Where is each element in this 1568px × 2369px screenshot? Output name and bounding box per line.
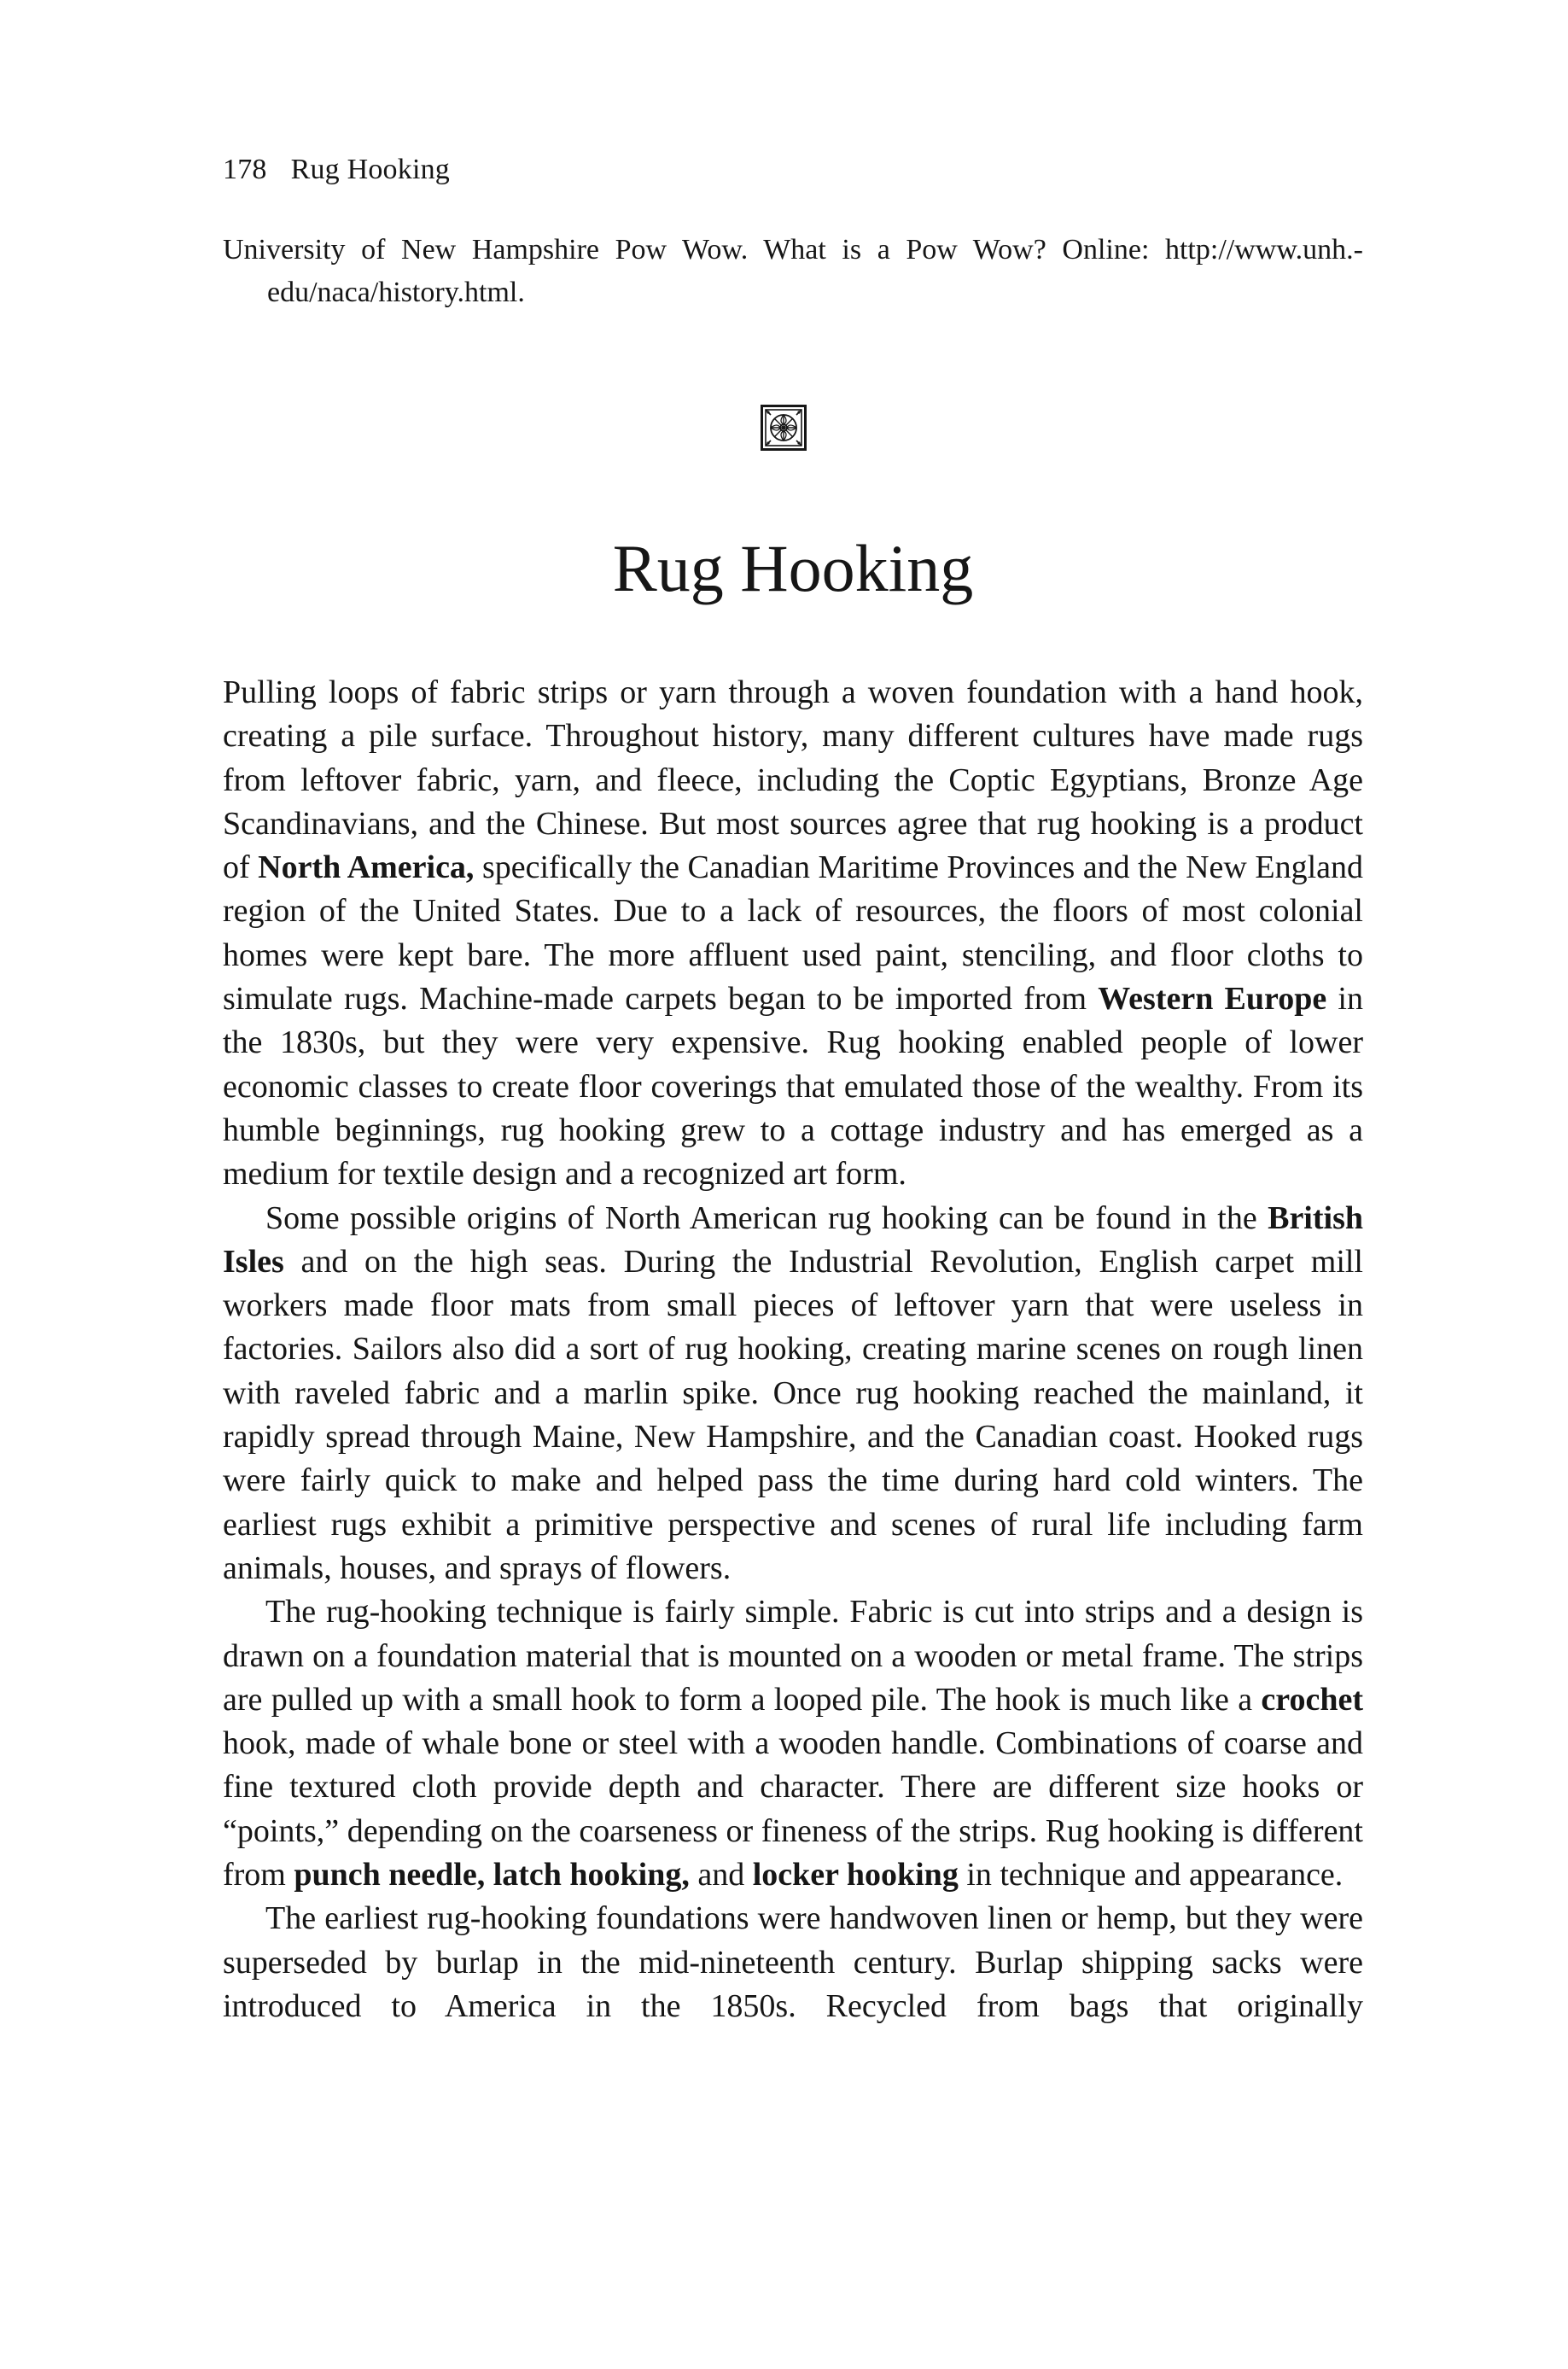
entry-body	[223, 671, 1363, 2028]
body-paragraph: Pulling loops of fabric strips or yarn through a woven foundation with a hand hook, creating a pile surface. Throughout history, many different cultures have made rugs from leftover fabric, yarn, and fleece, including the Coptic Egyptians, Bronze Age Scandinavians, and the Chinese. But most sources agree that rug hooking is a product of North America, specifically the Canadian Maritime Provinces and the New England region of the United States. Due to a lack of resources, the floors of most colonial homes were kept bare. The more affluent used paint, stenciling, and floor cloths to simulate rugs. Machine-made carpets began to be imported from Western Europe in the 1830s, but they were very expensive. Rug hooking enabled people of lower economic classes to create floor coverings that emulated those of the wealthy. From its humble beginnings, rug hooking grew to a cottage industry and has emerged as a medium for textile design and a recognized art form.	[223, 674, 1364, 1193]
cross-reference: North America,	[258, 849, 475, 886]
body-paragraph: Some possible origins of North American rug hooking can be found in the British Isles and on the high seas. During the Industrial Revolution, English carpet mill workers made floor mats from small pieces of leftover yarn that were useless in factories. Sailors also did a sort of rug hooking, creating marine scenes on rough linen with raveled fabric and a marlin spike. Once rug hooking reached the mainland, it rapidly spread through Maine, New Hampshire, and the Canadian coast. Hooked rugs were fairly quick to make and helped pass the time during hard cold winters. The earliest rugs exhibit a primitive perspective and scenes of rural life including farm animals, houses, and sprays of flowers.	[223, 1199, 1363, 1586]
entry-title: Rug Hooking	[612, 531, 974, 605]
body-paragraph: The rug-hooking technique is fairly simple. Fabric is cut into strips and a design is drawn on a foundation material that is mounted on a wooden or metal frame. The strips are pulled up with a small hook to form a looped pile. The hook is much like a crochet hook, made of whale bone or steel with a wooden handle. Combinations of coarse and fine textured cloth provide depth and character. There are different size hooks or “points,” depending on the coarseness or fineness of the strips. Rug hooking is different from punch needle, latch hooking, and locker hooking in technique and appearance.	[223, 1594, 1363, 1893]
reference-entry: University of New Hampshire Pow Wow. What is a Pow Wow? Online: http://www.unh.edu/naca/history.html.	[223, 234, 1363, 308]
cross-reference: crochet	[1261, 1681, 1363, 1718]
cross-reference: punch needle, latch hooking,	[294, 1857, 690, 1893]
running-header	[223, 154, 450, 186]
cross-reference: British Isles	[223, 1199, 1363, 1280]
cross-reference: Western Europe	[1098, 981, 1327, 1018]
decorative-tile-icon	[761, 405, 807, 451]
page-number: 178	[223, 154, 267, 185]
body-paragraph: The earliest rug-hooking foundations were handwoven linen or hemp, but they were superseded by burlap in the mid-nineteenth century. Burlap shipping sacks were introduced to America in the 1850s. Recycled from bags that originally	[223, 1900, 1363, 2024]
running-title: Rug Hooking	[290, 154, 450, 185]
cross-reference: locker hooking	[752, 1857, 959, 1893]
